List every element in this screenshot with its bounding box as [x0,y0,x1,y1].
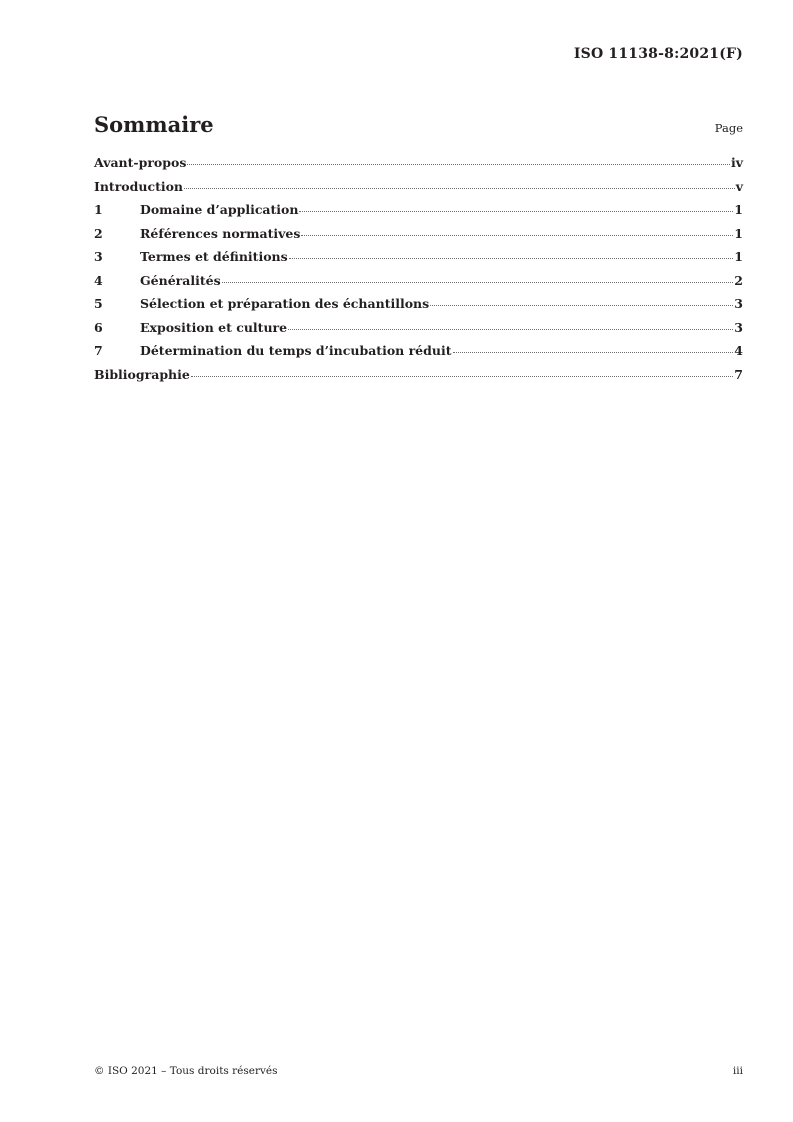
toc-entry-text: Sélection et préparation des échantillons [140,296,430,311]
toc-entry-number: 6 [94,319,103,335]
toc-entry-page: 1 [734,249,743,264]
toc-entry-page: 7 [734,366,743,382]
toc-entry-page: 2 [734,272,743,288]
toc-leader-dots [184,187,735,189]
toc-leader-dots [430,304,733,306]
toc-entry-page: 3 [734,296,743,311]
toc-entry-number: 7 [94,343,103,358]
toc-entry-page: v [735,178,743,194]
page-footer [94,1065,743,1077]
toc-leader-dots [301,234,733,236]
toc-leader-dots [288,328,733,330]
toc-header [94,112,743,137]
toc-entry-number: 4 [94,272,103,288]
toc-entry-text: Généralités [140,272,221,288]
toc-entry-section-2[interactable] [94,226,743,250]
toc-leader-dots [453,351,734,353]
toc-entry-introduction[interactable] [94,179,743,203]
toc-leader-dots [299,210,733,212]
toc-entry-text: Avant-propos [94,155,187,170]
toc-entry-section-4[interactable] [94,273,743,297]
toc-leader-dots [187,163,730,165]
toc-title: Sommaire [94,112,214,137]
toc-entry-number: 2 [94,225,103,241]
footer-page-number: iii [732,1065,743,1077]
toc-list [94,155,743,390]
toc-entry-text: Bibliographie [94,366,190,382]
toc-entry-text: Introduction [94,178,184,194]
toc-entry-number: 3 [94,249,103,264]
toc-entry-page: 1 [734,225,743,241]
footer-copyright: © ISO 2021 – Tous droits réservés [94,1065,278,1077]
toc-entry-section-3[interactable] [94,249,743,273]
toc-entry-text: Exposition et culture [140,319,288,335]
toc-entry-avant-propos[interactable] [94,155,743,179]
toc-leader-dots [289,257,734,259]
toc-leader-dots [191,375,733,377]
toc-entry-text: Domaine d’application [140,202,299,217]
toc-leader-dots [222,281,734,283]
toc-entry-section-5[interactable] [94,296,743,320]
toc-entry-section-7[interactable] [94,343,743,367]
toc-entry-bibliographie[interactable] [94,367,743,391]
toc-entry-page: 1 [734,202,743,217]
document-id: ISO 11138-8:2021(F) [573,46,743,62]
toc-entry-text: Références normatives [140,225,301,241]
toc-entry-section-6[interactable] [94,320,743,344]
toc-entry-section-1[interactable] [94,202,743,226]
toc-entry-page: 3 [734,319,743,335]
toc-page-label: Page [714,121,743,135]
toc-entry-number: 5 [94,296,103,311]
toc-entry-text: Détermination du temps d’incubation réduit [140,343,452,358]
toc-entry-page: 4 [734,343,743,358]
toc-entry-page: iv [730,155,743,170]
toc-entry-text: Termes et définitions [140,249,288,264]
toc-entry-number: 1 [94,202,103,217]
